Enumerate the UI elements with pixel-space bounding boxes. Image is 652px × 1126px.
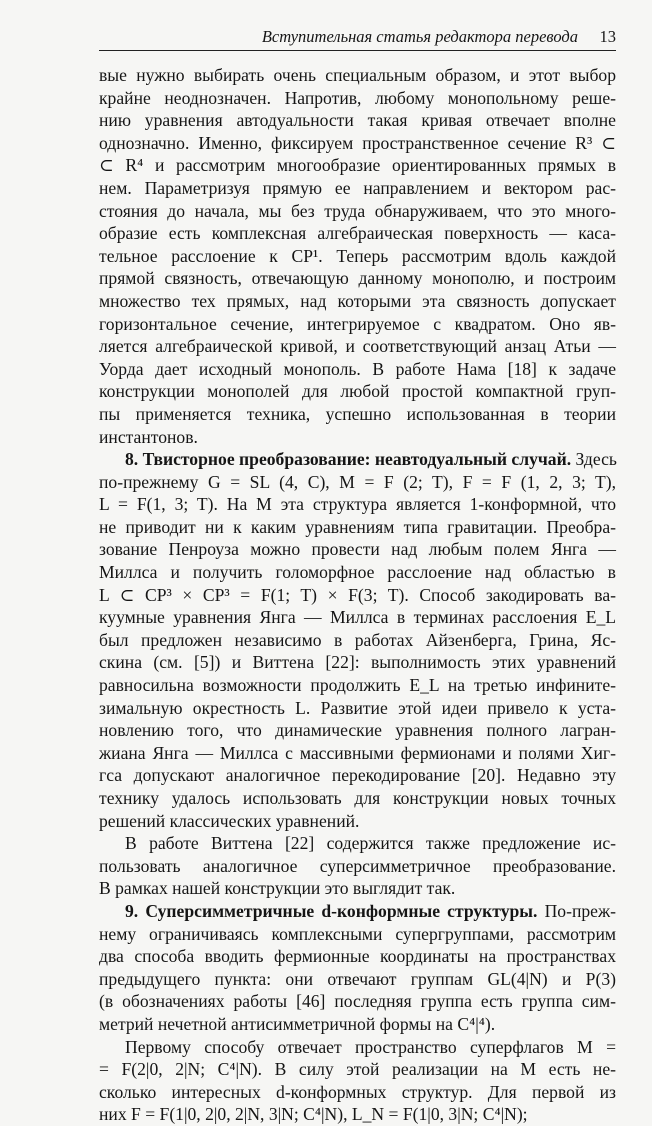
line-text: зование Пенроуза можно провести над любым полем Янга — (99, 539, 616, 560)
text-line (99, 968, 616, 991)
line-text: них F = F(1|0, 2|0, 2|N, 3|N; C⁴|N), L_N = F(1|0, 3|N; C⁴|N); (99, 1104, 528, 1125)
line-text: L = F(1, 3; T). На M эта структура является 1-конформной, что (99, 494, 616, 515)
text-line (99, 222, 616, 245)
text-line (99, 132, 616, 155)
text-line (99, 584, 616, 607)
text-line (99, 606, 616, 629)
text-line (99, 200, 616, 223)
line-text: конструкции монополей для любой простой компактной груп- (99, 381, 616, 402)
line-text: прямой связность, отвечающую данному монополю, и построим (99, 268, 616, 289)
text-line (99, 290, 616, 313)
text-line (99, 923, 616, 946)
text-line (99, 87, 616, 110)
text-line (99, 403, 616, 426)
text-line (99, 651, 616, 674)
line-text: скина (см. [5]) и Виттена [22]: выполнимость этих уравнений (99, 652, 616, 673)
line-text: однозначно. Именно, фиксируем пространственное сечение R³ ⊂ (99, 132, 616, 153)
text-line (99, 538, 616, 561)
text-line (99, 471, 616, 494)
text-line (99, 426, 616, 449)
line-text: нему ограничиваясь комплексными супергруппами, рассмотрим (99, 923, 616, 944)
line-text: ⊂ R⁴ и рассмотрим многообразие ориентированных прямых в (99, 155, 616, 176)
text-line (99, 810, 616, 833)
line-text: Здесь (575, 449, 617, 470)
text-line (99, 1013, 616, 1036)
text-line (99, 448, 616, 471)
line-text: множество тех прямых, над которыми эта связность допускает (99, 290, 616, 311)
line-text: два способа вводить фермионные координаты на пространствах (99, 946, 616, 967)
line-text: пы применяется техника, успешно использованная в теории (99, 403, 616, 424)
line-text: горизонтальное сечение, интегрируемое с квадратом. Оно яв- (99, 313, 616, 334)
text-line (99, 358, 616, 381)
line-text: гса допускают аналогичное перекодирование [20]. Недавно эту (99, 765, 616, 786)
line-text: стояния до начала, мы без труда обнаруживаем, что это много- (99, 200, 616, 221)
text-line (99, 719, 616, 742)
line-text: По-преж- (544, 900, 616, 921)
text-line (99, 154, 616, 177)
running-title: Вступительная статья редактора перевода (261, 27, 578, 46)
text-line (99, 1036, 616, 1059)
text-line (99, 832, 616, 855)
text-line (99, 629, 616, 652)
text-line (99, 177, 616, 200)
text-line (99, 1103, 616, 1126)
text-line (99, 516, 616, 539)
body-text (99, 64, 616, 1126)
section-heading: 9. Суперсимметричные d-конформные структуры. (125, 900, 538, 921)
line-text: не приводит ни к каким уравнениям типа гравитации. Преобра- (99, 516, 616, 537)
line-text: Первому способу отвечает пространство суперфлагов M = (125, 1036, 616, 1057)
text-line (99, 674, 616, 697)
page-number: 13 (599, 27, 616, 46)
line-text: жиана Янга — Миллса с массивными фермионами и полями Хиг- (99, 742, 616, 763)
text-line (99, 561, 616, 584)
line-text: предыдущего пункта: они отвечают группам GL(4|N) и P(3) (99, 968, 616, 989)
text-line (99, 380, 616, 403)
text-line (99, 900, 616, 923)
line-text: В работе Виттена [22] содержится также предложение ис- (125, 833, 616, 854)
line-text: зимальную окрестность L. Развитие этой идеи привело к уста- (99, 697, 616, 718)
text-line (99, 855, 616, 878)
text-line (99, 335, 616, 358)
text-line (99, 697, 616, 720)
text-line (99, 764, 616, 787)
line-text: вые нужно выбирать очень специальным образом, и этот выбор (99, 65, 616, 85)
text-line (99, 742, 616, 765)
text-line (99, 267, 616, 290)
text-line (99, 245, 616, 268)
line-text: пользовать аналогичное суперсимметричное преобразование. (99, 855, 616, 876)
text-line (99, 1058, 616, 1081)
line-text: образие есть комплексная алгебраическая поверхность — каса- (99, 223, 616, 244)
line-text: по-прежнему G = SL (4, C), M = F (2; T), F = F (1, 2, 3; T), (99, 471, 616, 492)
line-text: (в обозначениях работы [46] последняя группа есть группа сим- (99, 991, 616, 1012)
section-heading: 8. Твисторное преобразование: неавтодуальный случай. (125, 449, 572, 470)
line-text: был предложен независимо в работах Айзенберга, Грина, Яс- (99, 629, 616, 650)
line-text: инстантонов. (99, 426, 198, 447)
line-text: сколько интересных d-конформных структур. Для первой из (99, 1081, 616, 1102)
line-text: тельное расслоение к CP¹. Теперь рассмотрим вдоль каждой (99, 245, 616, 266)
line-text: решений классических уравнений. (99, 810, 360, 831)
text-line (99, 787, 616, 810)
header-rule (99, 50, 616, 51)
line-text: крайне неоднозначен. Напротив, любому монопольному реше- (99, 87, 616, 108)
line-text: ляется алгебраической кривой, и соответствующий анзац Атьи — (99, 336, 616, 357)
line-text: В рамках нашей конструкции это выглядит так. (99, 878, 456, 899)
line-text: новлению того, что динамические уравнения полного лагран- (99, 720, 616, 741)
line-text: равносильна возможности продолжить E_L на третью инфините- (99, 675, 616, 696)
line-text: L ⊂ CP³ × CP³ = F(1; T) × F(3; T). Способ закодировать ва- (99, 584, 616, 605)
text-line (99, 877, 616, 900)
text-line (99, 109, 616, 132)
text-line (99, 64, 616, 87)
line-text: технику удалось использовать для конструкции новых точных (99, 788, 616, 808)
line-text: нем. Параметризуя прямую ее направлением и вектором рас- (99, 177, 616, 198)
running-header (99, 26, 616, 48)
line-text: нию уравнения автодуальности такая кривая отвечает вполне (99, 110, 616, 131)
line-text: Миллса и получить голоморфное расслоение над областью в (99, 562, 616, 583)
text-line (99, 313, 616, 336)
text-line (99, 493, 616, 516)
line-text: Уорда дает исходный монополь. В работе Нама [18] к задаче (99, 358, 616, 379)
text-line (99, 1081, 616, 1104)
line-text: = F(2|0, 2|N; C⁴|N). В силу этой реализации на M есть не- (99, 1059, 616, 1080)
text-line (99, 945, 616, 968)
text-line (99, 990, 616, 1013)
line-text: метрий нечетной антисимметричной формы на C⁴|⁴). (99, 1013, 496, 1034)
line-text: куумные уравнения Янга — Миллса в терминах расслоения E_L (99, 607, 616, 628)
